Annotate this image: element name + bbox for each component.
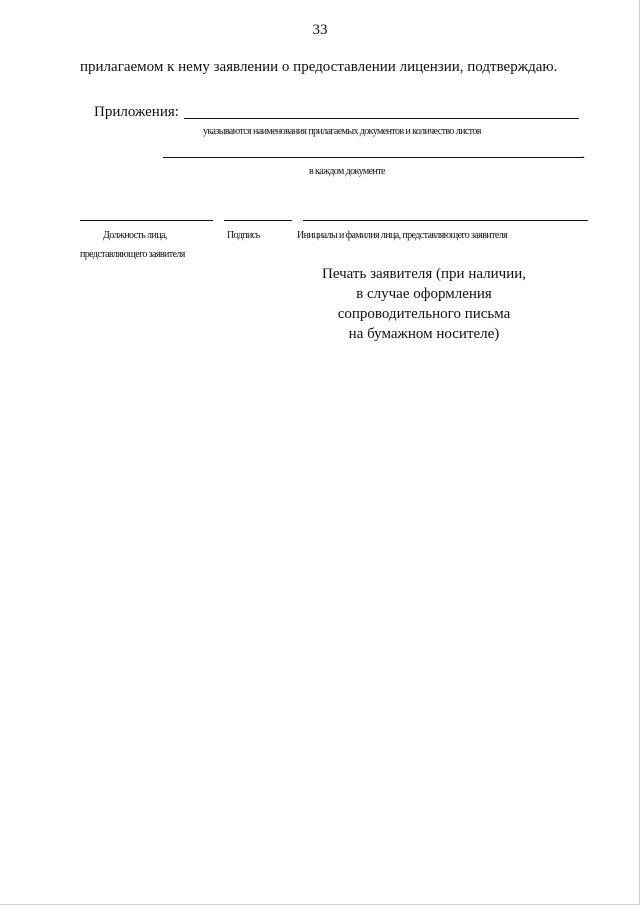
position-signature-line — [80, 220, 213, 221]
seal-note — [296, 264, 552, 344]
position-label-line-2: представляющего заявителя — [80, 249, 185, 260]
intro-text: прилагаемом к нему заявлении о предоставлении лицензии, подтверждаю. — [80, 59, 558, 75]
seal-note-line-2: в случае оформления — [356, 286, 492, 302]
attachments-hint-line-1: указываются наименования прилагаемых документов и количество листов — [203, 126, 481, 137]
seal-note-line-4: на бумажном носителе) — [348, 326, 500, 342]
attachments-fill-line-1 — [184, 118, 579, 119]
name-signature-line — [303, 220, 588, 221]
signature-label: Подпись — [227, 230, 260, 241]
position-label-line-1: Должность лица, — [103, 230, 167, 241]
name-label: Инициалы и фамилия лица, представляющего заявителя — [297, 230, 508, 241]
attachments-end-mark: . — [582, 146, 586, 161]
attachments-fill-line-2 — [163, 157, 583, 158]
seal-note-line-3: сопроводительного письма — [337, 306, 511, 322]
seal-note-line-1: Печать заявителя (при наличии, — [322, 266, 526, 282]
page-number: 33 — [312, 22, 328, 38]
attachments-hint-line-2: в каждом документе — [309, 166, 385, 177]
signature-line — [224, 220, 292, 221]
attachments-label: Приложения: — [94, 104, 179, 120]
